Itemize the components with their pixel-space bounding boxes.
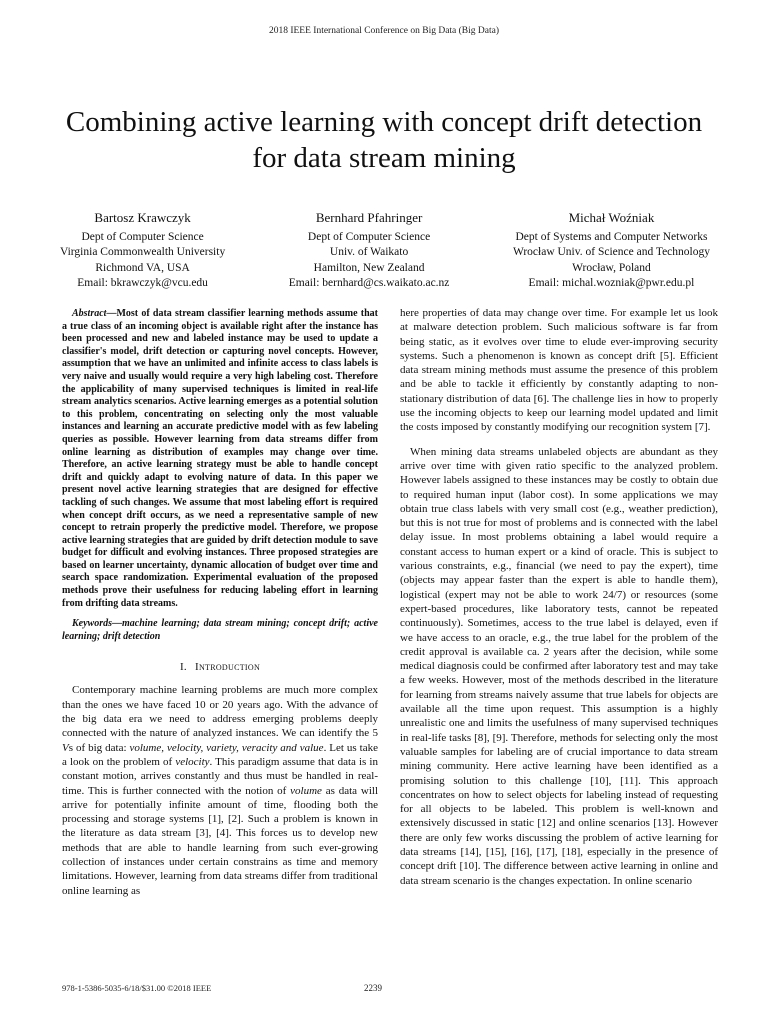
author-location: Hamilton, New Zealand xyxy=(313,261,425,274)
author-block xyxy=(60,210,710,292)
author-email: Email: michal.wozniak@pwr.edu.pl xyxy=(528,277,695,289)
paper-title: Combining active learning with concept drift detection for data stream mining xyxy=(65,106,703,174)
text-run: volume, velocity, variety, veracity and value xyxy=(129,741,324,754)
running-head: 2018 IEEE International Conference on Big Data (Big Data) xyxy=(268,26,500,36)
page-number: 2239 xyxy=(364,983,382,993)
text-run: . This paradigm assume that data is in constant motion, arrives constantly and thus must be handled in real-time. This is further connected with the notion of xyxy=(62,755,378,797)
text-run: . Let us take a look on the problem of xyxy=(62,741,378,768)
author-dept: Dept of Computer Science xyxy=(81,230,204,243)
author-name: Bartosz Krawczyk xyxy=(94,210,191,225)
section-heading xyxy=(62,661,378,673)
author-location: Richmond VA, USA xyxy=(95,261,190,274)
left-column xyxy=(62,308,378,898)
author-1 xyxy=(60,210,225,292)
author-email: Email: bernhard@cs.waikato.ac.nz xyxy=(288,277,450,289)
body-paragraph: When mining data streams unlabeled objects are abundant as they arrive over time with given ratio specific to the analyzed problem. However labels assigned to these instances may be costly to obtain due to required human input (labor cost). In some applications we may obtain true class labels with very small cost (e.g., weather prediction), but this is not true for most of problems and is connected with the label delay issue. In most problems obtaining a label would require a constant access to human expert or a kind of oracle. This is subject to various constraints, e.g., financial (we need to pay the expert), time (objects may appear faster than the expert is able to handle them), logistical (expert may not be able to work 24/7) or resources (some expert-based procedures, like laboratory tests, cannot be repeated continuously). Sometimes, access to the true label is delayed, even if we have access to an oracle, e.g., the true label for the problem of the credit approval is available ca. 2 years after the decision, while some medical diagnosis could be confirmed after laboratory test and may take a few weeks. However, most of the methods described in the literature for learning from streams naively assume that true labels for objects are available all the time upon request. This assumption is a highly unrealistic one and limits the usefulness of many supervised techniques in real-life tasks [8], [9]. Therefore, methods for selecting only the most valuable samples for labeling are of crucial importance to data stream mining community. Here active learning have been identified as a promising solution to this challenge [10], [11]. This approach concentrates on how to select objects for labeling instead of requesting for all objects to be labeled. This problem is well-known and extensively discussed in static [12] and online scenarios [13]. However there are only few works discussing the problem of active learning for data streams [14], [15], [16], [17], [18], especially in the presence of concept drift [10]. The difference between active learning in online and data stream scenario is the changes expectation. In online scenario xyxy=(400,445,718,887)
author-org: Wrocław Univ. of Science and Technology xyxy=(512,246,710,258)
keywords: Keywords—machine learning; data stream mining; concept drift; active learning; drift detection xyxy=(62,618,378,642)
author-dept: Dept of Computer Science xyxy=(307,230,431,243)
text-run: as data will arrive for potentially infinite amount of time, flooding both the processing and storage systems [1], [2]. Such a problem is known in the literature as data stream [3], [4]. This forces us to develop new methods that are able to handle learning from such ever-growing collection of instances under certain constrains as time and memory limitations. However, learning from data streams differ from traditional online learning as xyxy=(62,784,378,897)
right-column xyxy=(400,306,718,888)
copyright-footer: 978-1-5386-5035-6/18/$31.00 ©2018 IEEE xyxy=(62,983,212,993)
abstract-text: —Most of data stream classifier learning methods assume that a true class of an incoming object is available right after the instance has been processed and new and labeled instance may be used to update a classifier's model, drift detection or capturing novel concepts. However, assumption that we have an unlimited and infinite access to class labels is very naive and usually would require a very high labeling cost. Therefore the applicability of many supervised techniques is limited in real-life stream analytics scenarios. Active learning emerges as a potential solution to this problem, concentrating on selecting only the most valuable instances and learning an accurate predictive model with as few labeling queries as possible. However learning from data streams differ from online learning as distribution of examples may change over time. Therefore, an active learning strategy must be able to handle concept drift and quickly adapt to evolving nature of data. In this paper we present novel active learning strategies that are designed for effective tackling of such changes. We assume that most labeling effort is required when concept drift occurs, as we need a representative sample of new concept to retrain properly the predictive model. Therefore, we propose active learning strategies that are guided by drift detection module to save budget for difficult and evolving instances. Three proposed strategies are based on learner uncertainty, dynamic allocation of budget over time and search space randomization. Experimental evaluation of the proposed methods prove their usefulness for reducing labeling effort in learning from drifting data streams. xyxy=(62,308,378,609)
text-run: Contemporary machine learning problems are much more complex than the ones we have faced 10 or 20 years ago. With the advance of the big data era we need to address emerging problems deeply connected with the nature of analyzed instances. We can identify the 5 xyxy=(62,684,378,740)
author-location: Wrocław, Poland xyxy=(572,261,651,274)
section-number: I. xyxy=(179,661,187,674)
author-name: Bernhard Pfahringer xyxy=(315,210,423,225)
text-run: volume xyxy=(290,784,322,797)
text-run: V xyxy=(62,741,69,754)
author-org: Univ. of Waikato xyxy=(329,246,409,258)
author-dept: Dept of Systems and Computer Networks xyxy=(515,230,708,243)
section-title: Introduction xyxy=(194,661,261,674)
author-2 xyxy=(289,210,450,292)
author-email: Email: bkrawczyk@vcu.edu xyxy=(77,277,208,289)
text-run: s of big data: xyxy=(68,741,130,754)
author-3 xyxy=(513,210,710,292)
text-run: velocity xyxy=(175,755,210,768)
intro-paragraph xyxy=(62,683,378,897)
abstract xyxy=(62,308,378,610)
author-name: Michał Woźniak xyxy=(568,210,655,225)
body-paragraph: here properties of data may change over time. For example let us look at malware detection problem. Such malicious software is far from being static, as it evolves over time to elude ever-improving security systems. Such a phenomenon is known as concept drift [5]. Efficient data stream mining methods must assume the presence of this problem and be able to tackle it efficiently by constantly adapting to non-stationary distribution of data [6]. The challenge lies in how to properly use the incoming objects to keep our learning model updated and limit the costs imposed by constantly modifying our recognition system [7]. xyxy=(400,307,718,434)
author-org: Virginia Commonwealth University xyxy=(60,246,226,258)
abstract-lead: Abstract xyxy=(72,308,107,319)
